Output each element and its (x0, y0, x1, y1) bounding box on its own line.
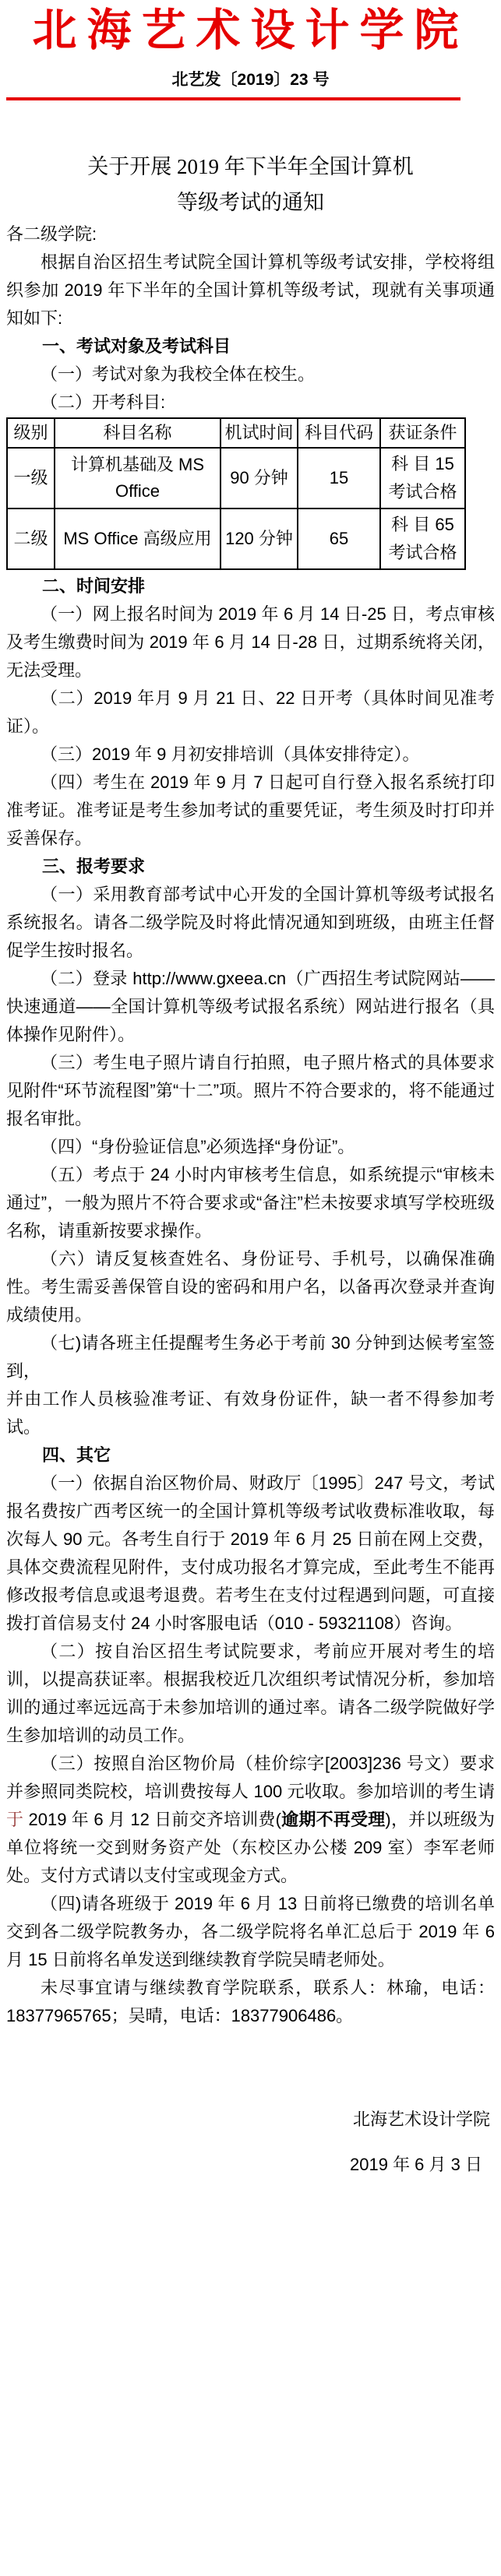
paragraph: （一）考试对象为我校全体在校生。 (41, 364, 316, 384)
table-cell-level: 一级 (7, 448, 55, 509)
paragraph: （四）“身份验证信息”必须选择“身份证”。 (41, 1137, 355, 1156)
notice-title (6, 149, 495, 220)
paragraph: （二）登录 http://www.gxeea.cn（广西招生考试院网站——快速通道——全国计算机等级考试报名系统）网站进行报名（具体操作见附件）。 (6, 969, 495, 1044)
paragraph-text: （三）按照自治区物价局（桂价综字[2003]236 号文）要求并参照同类院校，培训费按每人 100 元收取。参加培训的考生请 (6, 1754, 495, 1801)
section4-heading: 四、其它 (42, 1445, 111, 1465)
tracked-change-char: 于 (6, 1810, 24, 1829)
salutation: 各二级学院: (6, 224, 97, 244)
table-cell-cert (380, 448, 465, 509)
intro-paragraph: 根据自治区招生考试院全国计算机等级考试安排，学校将组织参加 2019 年下半年的全国计算机等级考试，现就有关事项通知如下: (6, 252, 495, 328)
paragraph (6, 1750, 495, 1890)
document-number: 北艺发〔2019〕23 号 (171, 71, 330, 89)
table-row (7, 509, 465, 569)
paragraph-text: 2019 年 6 月 12 日前交齐培训费( (23, 1810, 281, 1829)
paragraph: （一）网上报名时间为 2019 年 6 月 14 日-25 日，考点审核及考生缴费时间为 2019 年 6 月 14 日-28 日，过期系统将关闭，无法受理。 (6, 604, 495, 680)
paragraph: （四）考生在 2019 年 9 月 7 日起可自行登入报名系统打印准考证。准考证是考生参加考试的重要凭证，考生须及时打印并妥善保存。 (6, 772, 495, 848)
cert-line1: 科 目 65 (391, 515, 454, 534)
paragraph: （一）采用教育部考试中心开发的全国计算机等级考试报名系统报名。请各二级学院及时将此情况通知到班级，由班主任督促学生按时报名。 (6, 885, 495, 960)
bold-deadline-note: 逾期不再受理 (280, 1810, 386, 1829)
closing-paragraph: 未尽事宜请与继续教育学院联系，联系人：林瑜，电话：18377965765；吴晴，电话：18377906486。 (6, 1978, 495, 2025)
table-cell-code: 65 (298, 509, 380, 569)
paragraph: （五）考点于 24 小时内审核考生信息，如系统提示“审核未通过”，一般为照片不符合要求或“备注”栏未按要求填写学校班级名称，请重新按要求操作。 (6, 1165, 495, 1240)
table-header-cell: 科目代码 (298, 418, 380, 448)
signature-org: 北海艺术设计学院 (352, 2110, 490, 2129)
table-header-cell: 级别 (7, 418, 55, 448)
table-header-row (7, 418, 465, 448)
signature-block (6, 2097, 495, 2187)
paragraph: （一）依据自治区物价局、财政厅〔1995〕247 号文，考试报名费按广西考区统一的全国计算机等级考试收费标准收取，每次每人 90 元。各考生自行于 2019 年 6 月 25 日前在网上交费，具体交费流程见附件，支付成功报名才算完成，至此考生不能再修改报考信息或退考退费。若考生在支付过程遇到问题，可直接拨打首信易支付 24 小时客服电话（010 - 59321108）咨询。 (6, 1473, 495, 1633)
signature-date: 2019 年 6 月 3 日 (350, 2155, 482, 2174)
paragraph-text: )，并以班级为单位将统一交到财务资产处（东校区办公楼 209 室）李军老师处。支付方式请以支付宝或现金方式。 (6, 1810, 495, 1885)
paragraph: （三）考生电子照片请自行拍照，电子照片格式的具体要求见附件“环节流程图”第“十二”项。照片不符合要求的，将不能通过报名审批。 (6, 1053, 495, 1128)
paragraph: （二）开考科目: (41, 392, 166, 412)
table-cell-cert (380, 509, 465, 569)
subjects-table (6, 417, 466, 570)
red-divider-line (6, 97, 460, 100)
table-cell-level: 二级 (7, 509, 55, 569)
cert-line1: 科 目 15 (391, 454, 454, 473)
notice-title-line1: 关于开展 2019 年下半年全国计算机 (87, 155, 414, 178)
table-cell-duration: 90 分钟 (221, 448, 298, 509)
cert-line2: 考试合格 (388, 482, 457, 501)
paragraph: （四)请各班级于 2019 年 6 月 13 日前将已缴费的培训名单交到各二级学院教务办，各二级学院将名单汇总后于 2019 年 6 月 15 日前将名单发送到继续教育学院吴晴老师处。 (6, 1894, 495, 1969)
paragraph: 并由工作人员核验准考证、有效身份证件，缺一者不得参加考试。 (6, 1389, 495, 1437)
paragraph: （七)请各班主任提醒考生务必于考前 30 分钟到达候考室签到， (6, 1333, 495, 1381)
table-cell-code: 15 (298, 448, 380, 509)
paragraph: （二）按自治区招生考试院要求，考前应开展对考生的培训，以提高获证率。根据我校近几次组织考试情况分析，参加培训的通过率远远高于未参加培训的通过率。请各二级学院做好学生参加培训的动员工作。 (6, 1642, 495, 1745)
table-cell-duration: 120 分钟 (221, 509, 298, 569)
table-header-cell: 获证条件 (380, 418, 465, 448)
table-cell-subject: 计算机基础及 MS Office (55, 448, 221, 509)
section3-heading: 三、报考要求 (42, 857, 146, 876)
paragraph: （六）请反复核查姓名、身份证号、手机号，以确保准确性。考生需妥善保管自设的密码和用户名，以备再次登录并查询成绩使用。 (6, 1249, 495, 1325)
notice-title-line2: 等级考试的通知 (177, 191, 324, 214)
cert-line2: 考试合格 (388, 543, 457, 562)
table-header-cell: 机试时间 (221, 418, 298, 448)
table-header-cell: 科目名称 (55, 418, 221, 448)
school-name-masthead: 北海艺术设计学院 (32, 6, 469, 55)
section1-heading: 一、考试对象及考试科目 (42, 336, 231, 356)
paragraph: （三）2019 年 9 月初安排培训（具体安排待定）。 (41, 744, 420, 764)
table-row (7, 448, 465, 509)
section2-heading: 二、时间安排 (42, 576, 146, 596)
table-cell-subject: MS Office 高级应用 (55, 509, 221, 569)
paragraph: （二）2019 年月 9 月 21 日、22 日开考（具体时间见准考证）。 (6, 688, 495, 736)
